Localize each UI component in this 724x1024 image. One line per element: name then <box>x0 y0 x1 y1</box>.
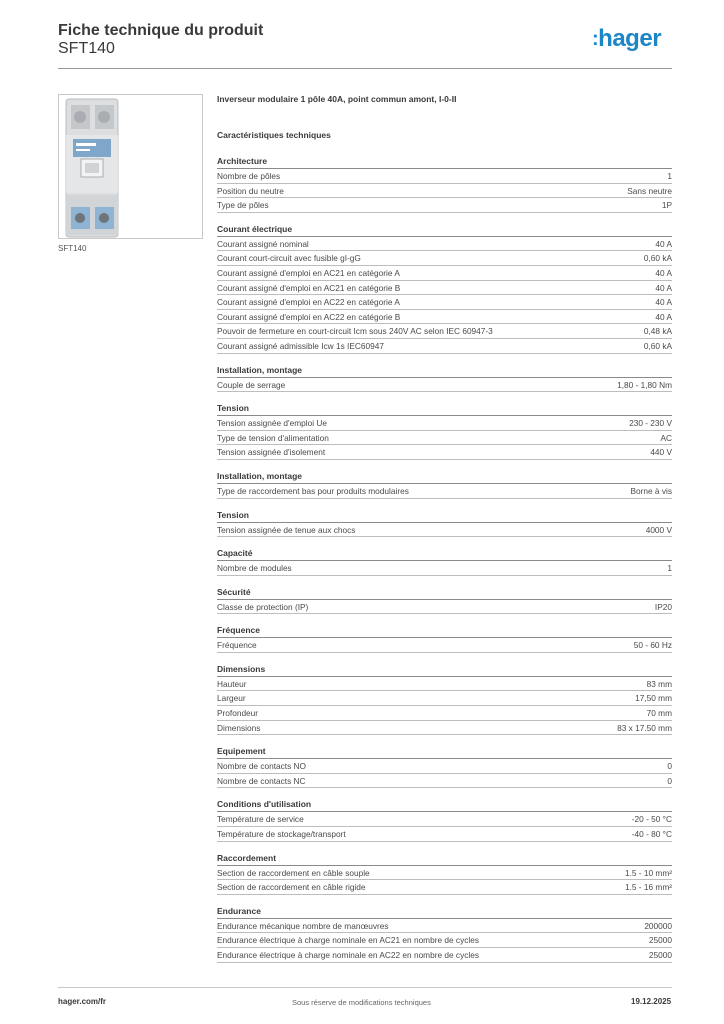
spec-label: Hauteur <box>217 678 247 689</box>
spec-row <box>217 561 672 576</box>
spec-row <box>217 184 672 199</box>
spec-value: -40 - 80 °C <box>631 829 672 840</box>
spec-label: Nombre de modules <box>217 563 292 574</box>
section-title: Endurance <box>217 905 672 919</box>
spec-value: 0,60 kA <box>643 340 672 351</box>
spec-row <box>217 706 672 721</box>
spec-section <box>217 223 672 354</box>
section-title: Tension <box>217 402 672 416</box>
spec-section <box>217 547 672 576</box>
spec-row <box>217 169 672 184</box>
spec-value: 4000 V <box>645 524 672 535</box>
spec-value: 0,60 kA <box>643 253 672 264</box>
spec-label: Courant assigné admissible Icw 1s IEC60947 <box>217 340 384 351</box>
spec-row <box>217 523 672 538</box>
spec-row <box>217 919 672 934</box>
spec-row <box>217 600 672 615</box>
product-image <box>58 94 203 239</box>
spec-value: 40 A <box>655 282 672 293</box>
section-title: Courant électrique <box>217 223 672 237</box>
spec-label: Courant assigné nominal <box>217 238 309 249</box>
spec-row <box>217 638 672 653</box>
product-name: Inverseur modulaire 1 pôle 40A, point commun amont, I-0-II <box>217 94 457 104</box>
spec-row <box>217 677 672 692</box>
spec-label: Couple de serrage <box>217 379 286 390</box>
spec-label: Courant assigné d'emploi en AC22 en catégorie B <box>217 311 401 322</box>
section-title: Architecture <box>217 155 672 169</box>
spec-label: Endurance mécanique nombre de manœuvres <box>217 920 389 931</box>
spec-section <box>217 852 672 895</box>
spec-label: Largeur <box>217 693 246 704</box>
spec-section <box>217 663 672 735</box>
spec-value: IP20 <box>654 601 672 612</box>
spec-section <box>217 905 672 963</box>
spec-label: Type de tension d'alimentation <box>217 432 329 443</box>
spec-label: Tension assignée de tenue aux chocs <box>217 524 356 535</box>
spec-value: 1.5 - 10 mm² <box>624 867 672 878</box>
hager-logo: :hager <box>592 25 662 52</box>
spec-row <box>217 281 672 296</box>
spec-row <box>217 416 672 431</box>
spec-value: 25000 <box>648 950 672 960</box>
switch-device-icon <box>59 95 202 238</box>
section-title: Installation, montage <box>217 470 672 484</box>
section-title: Equipement <box>217 745 672 759</box>
spec-label: Nombre de contacts NC <box>217 775 306 786</box>
spec-value: 17,50 mm <box>635 693 672 704</box>
spec-row <box>217 812 672 827</box>
spec-section <box>217 586 672 615</box>
spec-row <box>217 880 672 895</box>
section-title: Conditions d'utilisation <box>217 798 672 812</box>
spec-row <box>217 198 672 213</box>
page-title: Fiche technique du produit <box>58 22 264 39</box>
spec-value: 1 <box>667 563 672 574</box>
spec-label: Endurance électrique à charge nominale en AC21 en nombre de cycles <box>217 935 479 946</box>
spec-value: 1,80 - 1,80 Nm <box>617 379 672 390</box>
spec-row <box>217 431 672 446</box>
product-reference: SFT140 <box>58 40 115 57</box>
spec-row <box>217 774 672 789</box>
spec-value: AC <box>660 432 672 443</box>
section-title: Installation, montage <box>217 364 672 378</box>
spec-value: -20 - 50 °C <box>631 814 672 825</box>
spec-row <box>217 759 672 774</box>
spec-value: 25000 <box>648 935 672 946</box>
spec-row <box>217 484 672 499</box>
spec-label: Température de stockage/transport <box>217 829 346 840</box>
spec-row <box>217 339 672 354</box>
spec-label: Type de raccordement bas pour produits modulaires <box>217 485 409 496</box>
spec-label: Classe de protection (IP) <box>217 601 309 612</box>
spec-value: 40 A <box>655 238 672 249</box>
spec-value: Borne à vis <box>630 485 672 496</box>
tech-characteristics-title: Caractéristiques techniques <box>217 130 331 140</box>
spec-value: 0 <box>667 775 672 786</box>
header-divider <box>58 68 672 69</box>
spec-section <box>217 509 672 538</box>
spec-value: 1.5 - 16 mm² <box>624 882 672 893</box>
spec-label: Tension assignée d'isolement <box>217 447 326 458</box>
spec-value: 230 - 230 V <box>629 418 672 429</box>
spec-value: 40 A <box>655 311 672 322</box>
spec-value: 70 mm <box>646 708 672 719</box>
section-title: Raccordement <box>217 852 672 866</box>
spec-label: Endurance électrique à charge nominale en AC22 en nombre de cycles <box>217 950 479 960</box>
spec-row <box>217 266 672 281</box>
spec-label: Tension assignée d'emploi Ue <box>217 418 327 429</box>
spec-row <box>217 691 672 706</box>
spec-value: 0,48 kA <box>643 326 672 337</box>
section-title: Dimensions <box>217 663 672 677</box>
spec-label: Type de pôles <box>217 200 269 211</box>
spec-value: 83 x 17.50 mm <box>617 722 672 733</box>
spec-row <box>217 445 672 460</box>
spec-section <box>217 624 672 653</box>
spec-value: 200000 <box>644 920 672 931</box>
spec-label: Courant court-circuit avec fusible gI-gG <box>217 253 361 264</box>
spec-value: 0 <box>667 761 672 772</box>
spec-row <box>217 866 672 881</box>
spec-label: Section de raccordement en câble souple <box>217 867 370 878</box>
footer-disclaimer: Sous réserve de modifications techniques <box>292 998 431 1007</box>
spec-label: Courant assigné d'emploi en AC21 en catégorie A <box>217 267 400 278</box>
spec-value: 40 A <box>655 267 672 278</box>
section-title: Tension <box>217 509 672 523</box>
section-title: Sécurité <box>217 586 672 600</box>
spec-label: Profondeur <box>217 708 259 719</box>
spec-label: Position du neutre <box>217 185 284 196</box>
section-title: Fréquence <box>217 624 672 638</box>
spec-label: Fréquence <box>217 640 257 651</box>
spec-section <box>217 745 672 788</box>
spec-section <box>217 402 672 460</box>
section-title: Capacité <box>217 547 672 561</box>
spec-value: 1 <box>667 171 672 181</box>
spec-label: Courant assigné d'emploi en AC22 en catégorie A <box>217 297 400 308</box>
spec-section <box>217 798 672 841</box>
spec-row <box>217 310 672 325</box>
spec-value: 440 V <box>650 447 672 458</box>
spec-row <box>217 251 672 266</box>
footer-divider <box>58 987 672 988</box>
spec-value: 83 mm <box>646 678 672 689</box>
spec-row <box>217 378 672 393</box>
spec-row <box>217 237 672 252</box>
spec-sections <box>217 155 672 963</box>
spec-section <box>217 470 672 499</box>
spec-section <box>217 364 672 393</box>
spec-row <box>217 933 672 948</box>
footer-website: hager.com/fr <box>58 997 107 1006</box>
image-caption: SFT140 <box>58 244 87 253</box>
spec-value: 1P <box>661 200 672 211</box>
spec-row <box>217 948 672 963</box>
spec-value: 40 A <box>655 297 672 308</box>
spec-section <box>217 155 672 213</box>
spec-value: 50 - 60 Hz <box>633 640 672 651</box>
logo-mark-icon: : <box>592 28 599 50</box>
spec-label: Température de service <box>217 814 304 825</box>
spec-row <box>217 827 672 842</box>
footer-date: 19.12.2025 <box>631 997 672 1006</box>
spec-label: Courant assigné d'emploi en AC21 en catégorie B <box>217 282 401 293</box>
spec-row <box>217 721 672 736</box>
spec-content <box>217 92 672 963</box>
spec-value: Sans neutre <box>627 185 672 196</box>
spec-label: Section de raccordement en câble rigide <box>217 882 366 893</box>
spec-row <box>217 295 672 310</box>
spec-row <box>217 324 672 339</box>
spec-label: Pouvoir de fermeture en court-circuit Icm sous 240V AC selon IEC 60947-3 <box>217 326 493 337</box>
spec-label: Dimensions <box>217 722 261 733</box>
spec-label: Nombre de pôles <box>217 171 281 181</box>
spec-label: Nombre de contacts NO <box>217 761 306 772</box>
